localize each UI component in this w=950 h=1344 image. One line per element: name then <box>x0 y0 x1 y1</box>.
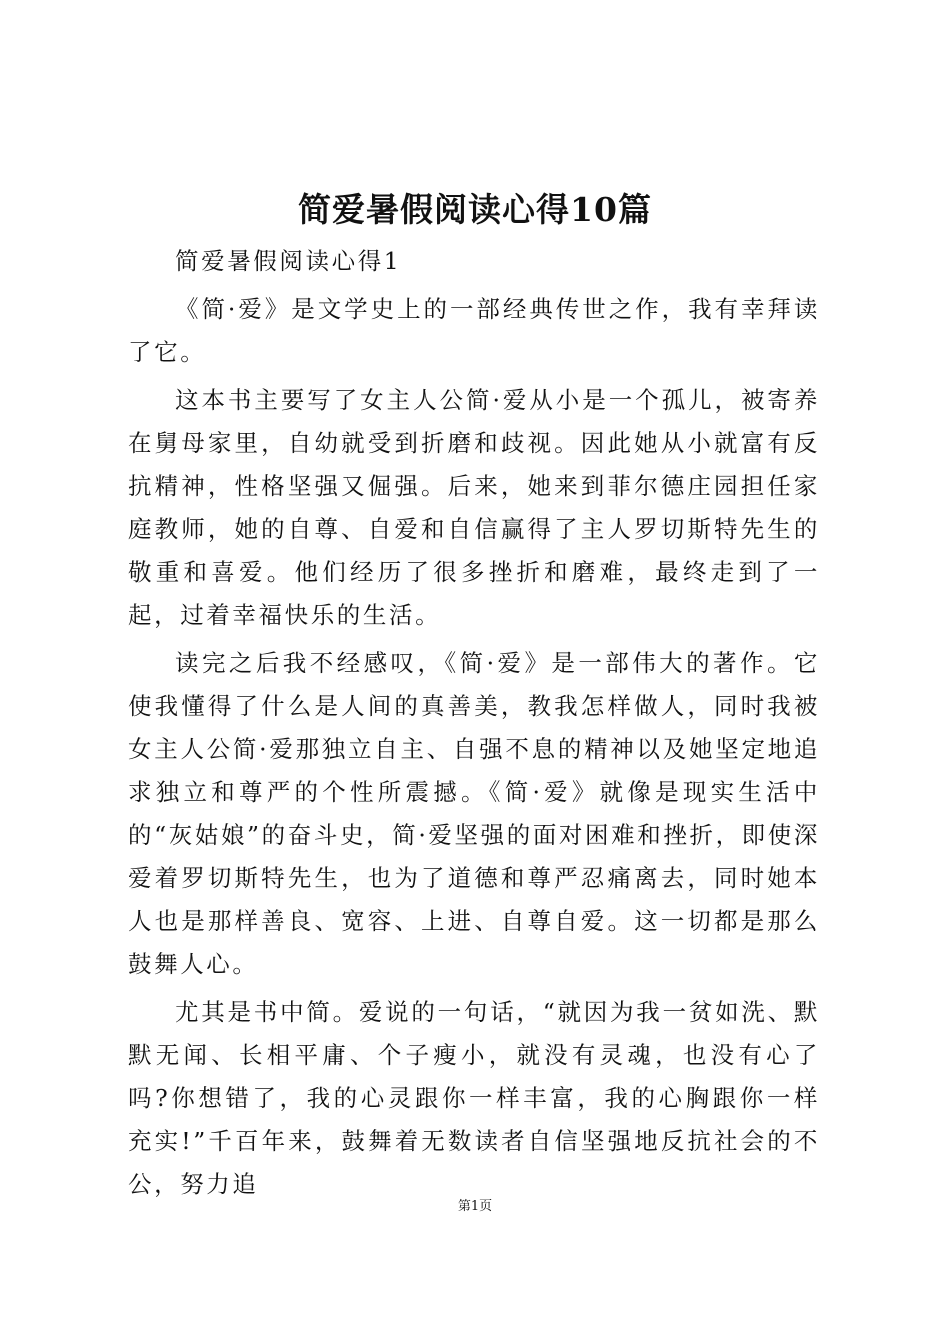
paragraph: 读完之后我不经感叹，《简·爱》是一部伟大的著作。它使我懂得了什么是人间的真善美，教我怎样做人，同时我被女主人公简·爱那独立自主、自强不息的精神以及她坚定地追求独立和尊严的个性所震撼。《简·爱》就像是现实生活中的“灰姑娘”的奋斗史，简·爱坚强的面对困难和挫折，即使深爱着罗切斯特先生，也为了道德和尊严忍痛离去，同时她本人也是那样善良、宽容、上进、自尊自爱。这一切都是那么鼓舞人心。 <box>128 649 820 978</box>
page-number: 第1页 <box>457 1199 493 1214</box>
document-title: 简爱暑假阅读心得10篇 <box>298 190 652 229</box>
paragraph-subtitle: 简爱暑假阅读心得1 <box>175 247 402 275</box>
document-body <box>128 240 820 1206</box>
paragraph: 这本书主要写了女主人公简·爱从小是一个孤儿，被寄养在舅母家里，自幼就受到折磨和歧视。因此她从小就富有反抗精神，性格坚强又倔强。后来，她来到菲尔德庄园担任家庭教师，她的自尊、自爱和自信赢得了主人罗切斯特先生的敬重和喜爱。他们经历了很多挫折和磨难，最终走到了一起，过着幸福快乐的生活。 <box>128 386 820 629</box>
paragraph: 《简·爱》是文学史上的一部经典传世之作，我有幸拜读了它。 <box>128 295 820 366</box>
paragraph: 尤其是书中简。爱说的一句话，“就因为我一贫如洗、默默无闻、长相平庸、个子瘦小，就没有灵魂，也没有心了吗?你想错了，我的心灵跟你一样丰富，我的心胸跟你一样充实!”千百年来，鼓舞着无数读者自信坚强地反抗社会的不公，努力追 <box>128 998 820 1198</box>
